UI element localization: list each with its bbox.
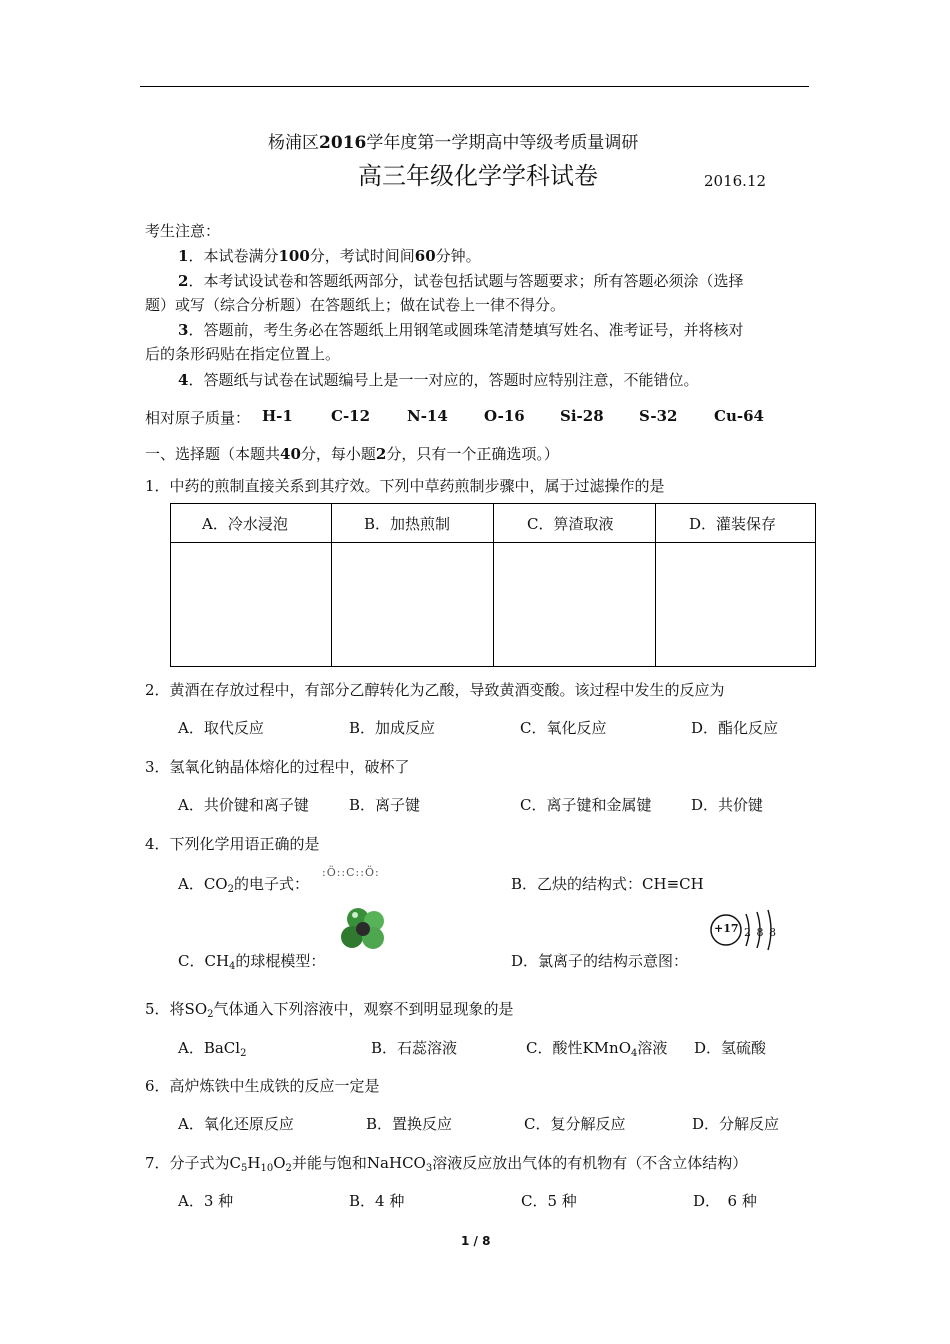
q3-option-b[interactable]: B．离子键 (349, 796, 421, 814)
q2-option-d[interactable]: D．酯化反应 (691, 719, 779, 737)
table-col-divider (493, 504, 494, 666)
q7-stem: 7．分子式为$C_5H_{10}O_2$并能与饱和NaHCO$_3$溶液反应放出气体的有机物有（不含立体结构） (145, 1154, 748, 1174)
notice-heading: 考生注意： (145, 222, 221, 240)
co2-electron-formula: :Ö::C::Ö: (322, 866, 380, 879)
q3-option-a[interactable]: A．共价键和离子键 (178, 796, 309, 814)
table-col-divider (331, 504, 332, 666)
page-number: 1 / 8 (461, 1234, 491, 1248)
q5-option-b[interactable]: B．石蕊溶液 (371, 1039, 458, 1057)
q2-option-a[interactable]: A．取代反应 (178, 719, 264, 737)
q7-option-a[interactable]: A．3 种 (178, 1192, 234, 1210)
q3-option-d[interactable]: D．共价键 (691, 796, 764, 814)
q7-option-d[interactable]: D． 6 种 (693, 1192, 757, 1210)
q5-stem: 5．将$SO_2$气体通入下列溶液中，观察不到明显现象的是 (145, 1000, 514, 1020)
notice-item-1: 1．本试卷满分100分，考试时间间60分钟。 (178, 247, 481, 265)
q2-option-c[interactable]: C．氧化反应 (520, 719, 607, 737)
q6-option-c[interactable]: C．复分解反应 (524, 1115, 626, 1133)
q6-stem: 6．高炉炼铁中生成铁的反应一定是 (145, 1077, 380, 1095)
notice-item-3-cont: 后的条形码贴在指定位置上。 (145, 345, 341, 363)
atomic-mass-cu: Cu-64 (714, 407, 764, 425)
q6-option-b[interactable]: B．置换反应 (366, 1115, 453, 1133)
q1-options-table (170, 503, 816, 667)
q1-option-d[interactable]: D．灌装保存 (689, 515, 777, 533)
q1-option-b[interactable]: B．加热煎制 (364, 515, 451, 533)
q6-option-d[interactable]: D．分解反应 (692, 1115, 780, 1133)
atomic-mass-o: O-16 (484, 407, 525, 425)
q4-option-c[interactable]: C．$CH_4$的球棍模型： (178, 952, 326, 972)
atomic-mass-h: H-1 (262, 407, 293, 425)
chloride-shell-electrons: 2 8 8 (744, 926, 776, 939)
table-col-divider (655, 504, 656, 666)
q5-option-d[interactable]: D．氢硫酸 (694, 1039, 767, 1057)
q4-stem: 4．下列化学用语正确的是 (145, 835, 320, 853)
exam-title-line1: 杨浦区2016学年度第一学期高中等级考质量调研 (268, 133, 639, 153)
notice-item-3: 3．答题前，考生务必在答题纸上用钢笔或圆珠笔清楚填写姓名、准考证号，并将核对 (178, 321, 744, 339)
q5-option-a[interactable]: A．BaCl$_2$ (178, 1039, 247, 1059)
q3-option-c[interactable]: C．离子键和金属键 (520, 796, 652, 814)
section-1-heading: 一、选择题（本题共40分，每小题2分，只有一个正确选项。） (145, 445, 559, 463)
q4-option-a[interactable]: A．$CO_2$的电子式： (178, 875, 309, 895)
notice-item-2: 2．本考试设试卷和答题纸两部分，试卷包括试题与答题要求；所有答题必须涂（选择 (178, 272, 744, 290)
q3-stem: 3．氢氧化钠晶体熔化的过程中，破杯了 (145, 758, 410, 776)
q1-option-a[interactable]: A．冷水浸泡 (202, 515, 288, 533)
notice-item-2-cont: 题）或写（综合分析题）在答题纸上；做在试卷上一律不得分。 (145, 296, 566, 314)
atomic-mass-c: C-12 (331, 407, 371, 425)
q1-stem: 1．中药的煎制直接关系到其疗效。下列中草药煎制步骤中，属于过滤操作的是 (145, 477, 665, 495)
q2-option-b[interactable]: B．加成反应 (349, 719, 436, 737)
q1-option-c[interactable]: C．箅渣取液 (527, 515, 614, 533)
header-rule (140, 86, 809, 87)
exam-title-line2: 高三年级化学学科试卷 (358, 162, 598, 190)
exam-date: 2016.12 (704, 172, 767, 190)
atomic-mass-si: Si-28 (560, 407, 604, 425)
q5-option-c[interactable]: C．酸性KMnO$_4$溶液 (526, 1039, 668, 1059)
notice-item-4: 4．答题纸与试卷在试题编号上是一一对应的，答题时应特别注意，不能错位。 (178, 371, 699, 389)
chloride-nucleus-label: +17 (714, 922, 739, 935)
ch4-ball-model-icon (338, 905, 392, 953)
q2-stem: 2．黄酒在存放过程中，有部分乙醇转化为乙酸，导致黄酒变酸。该过程中发生的反应为 (145, 681, 725, 699)
q7-option-b[interactable]: B．4 种 (349, 1192, 405, 1210)
atomic-mass-label: 相对原子质量： (145, 409, 251, 427)
atomic-mass-s: S-32 (639, 407, 678, 425)
q7-option-c[interactable]: C．5 种 (521, 1192, 577, 1210)
q6-option-a[interactable]: A．氧化还原反应 (178, 1115, 294, 1133)
atomic-mass-n: N-14 (407, 407, 448, 425)
q4-option-d[interactable]: D．氯离子的结构示意图： (511, 952, 689, 970)
q4-option-b[interactable]: B．乙炔的结构式：CH≡CH (511, 875, 704, 893)
